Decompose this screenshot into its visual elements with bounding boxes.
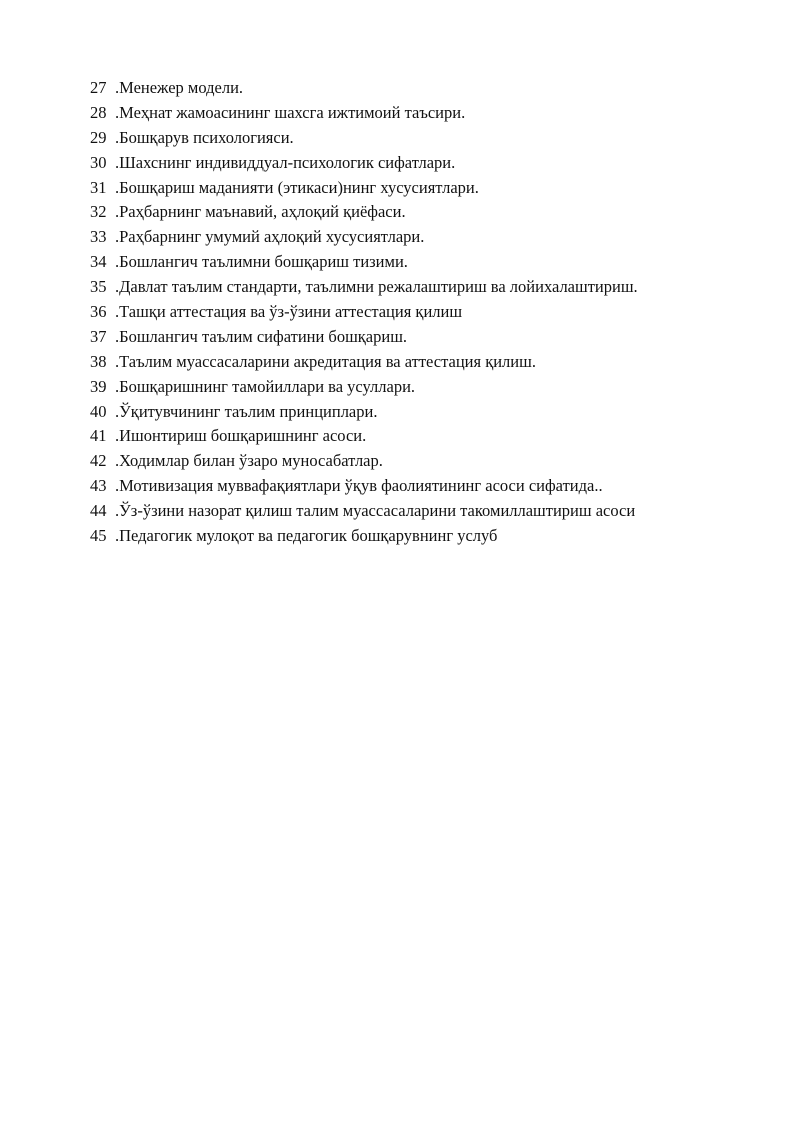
- list-item: 38 . Таълим муассасаларини акредитация ва аттестация қилиш.: [90, 350, 638, 375]
- item-number: 30: [90, 152, 107, 172]
- list-item: 30 . Шахснинг индивиддуал-психологик сифатлари.: [90, 151, 638, 176]
- item-text: Бошлангич таълимни бошқариш тизими.: [119, 252, 408, 272]
- item-number: 39: [90, 376, 107, 396]
- item-text: Ташқи аттестация ва ўз-ўзини аттестация қилиш: [119, 302, 463, 322]
- list-item: 27 . Менежер модели.: [90, 76, 638, 101]
- item-number: 41: [90, 426, 107, 446]
- item-number: 37: [90, 326, 107, 346]
- item-text: Бошқарув психологияси.: [119, 127, 294, 147]
- item-number: 29: [90, 127, 107, 147]
- item-text: Ходимлар билан ўзаро муносабатлар.: [119, 451, 383, 471]
- item-text: Шахснинг индивиддуал-психологик сифатлари.: [119, 152, 456, 172]
- item-text: Раҳбарнинг маънавий, аҳлоқий қиёфаси.: [119, 202, 406, 222]
- item-text: Ўз-ўзини назорат қилиш талим муассасаларини такомиллаштириш асоси: [119, 501, 636, 521]
- item-text: Бошлангич таълим сифатини бошқариш.: [119, 326, 408, 346]
- item-number: 33: [90, 227, 107, 247]
- list-item: 45 . Педагогик мулоқот ва педагогик бошқарувнинг услуб: [90, 524, 638, 549]
- item-number: 36: [90, 302, 107, 322]
- list-item: 43 . Мотивизация муввафақиятлари ўқув фаолиятининг асоси сифатида..: [90, 474, 638, 499]
- item-number: 43: [90, 476, 107, 496]
- list-item: 35 . Давлат таълим стандарти, таълимни режалаштириш ва лойихалаштириш.: [90, 275, 638, 300]
- item-text: Ишонтириш бошқаришнинг асоси.: [119, 426, 367, 446]
- item-number: 35: [90, 277, 107, 297]
- list-item: 33 . Раҳбарнинг умумий аҳлоқий хусусиятлари.: [90, 225, 638, 250]
- list-item: 29 . Бошқарув психологияси.: [90, 126, 638, 151]
- item-number: 45: [90, 526, 107, 546]
- list-item: 31 . Бошқариш маданияти (этикаси)нинг хусусиятлари.: [90, 176, 638, 201]
- list-item: 28 . Меҳнат жамоасининг шахсга ижтимоий таъсири.: [90, 101, 638, 126]
- item-text: Бошқаришнинг тамойиллари ва усуллари.: [119, 376, 416, 396]
- item-text: Педагогик мулоқот ва педагогик бошқарувнинг услуб: [119, 526, 498, 546]
- item-number: 27: [90, 78, 107, 97]
- list-item: 41 . Ишонтириш бошқаришнинг асоси.: [90, 424, 638, 449]
- list-item: 32 . Раҳбарнинг маънавий, аҳлоқий қиёфаси.: [90, 200, 638, 225]
- item-number: 42: [90, 451, 107, 471]
- item-number: 38: [90, 351, 107, 371]
- item-number: 44: [90, 501, 107, 521]
- item-text: Давлат таълим стандарти, таълимни режалаштириш ва лойихалаштириш.: [119, 277, 638, 297]
- item-text: Таълим муассасаларини акредитация ва аттестация қилиш.: [119, 351, 536, 371]
- item-text: Бошқариш маданияти (этикаси)нинг хусусиятлари.: [119, 177, 479, 197]
- item-text: Ўқитувчининг таълим принциплари.: [119, 401, 378, 421]
- item-number: 31: [90, 177, 107, 197]
- item-number: 40: [90, 401, 107, 421]
- item-number: 34: [90, 252, 107, 272]
- list-item: 44 . Ўз-ўзини назорат қилиш талим муассасаларини такомиллаштириш асоси: [90, 499, 638, 524]
- list-item: 36 . Ташқи аттестация ва ўз-ўзини аттестация қилиш: [90, 300, 638, 325]
- list-item: 42 . Ходимлар билан ўзаро муносабатлар.: [90, 449, 638, 474]
- item-text: Меҳнат жамоасининг шахсга ижтимоий таъсири.: [119, 102, 466, 122]
- item-text: Раҳбарнинг умумий аҳлоқий хусусиятлари.: [119, 227, 425, 247]
- item-text: Мотивизация муввафақиятлари ўқув фаолиятининг асоси сифатида..: [119, 476, 603, 496]
- list-item: 39 . Бошқаришнинг тамойиллари ва усуллари.: [90, 375, 638, 400]
- item-text: Менежер модели.: [119, 78, 244, 97]
- item-number: 32: [90, 202, 107, 222]
- list-item: 37 . Бошлангич таълим сифатини бошқариш.: [90, 325, 638, 350]
- list-item: 40 . Ўқитувчининг таълим принциплари.: [90, 400, 638, 425]
- list-item: 34 . Бошлангич таълимни бошқариш тизими.: [90, 250, 638, 275]
- item-number: 28: [90, 102, 107, 122]
- topic-list: [90, 76, 638, 549]
